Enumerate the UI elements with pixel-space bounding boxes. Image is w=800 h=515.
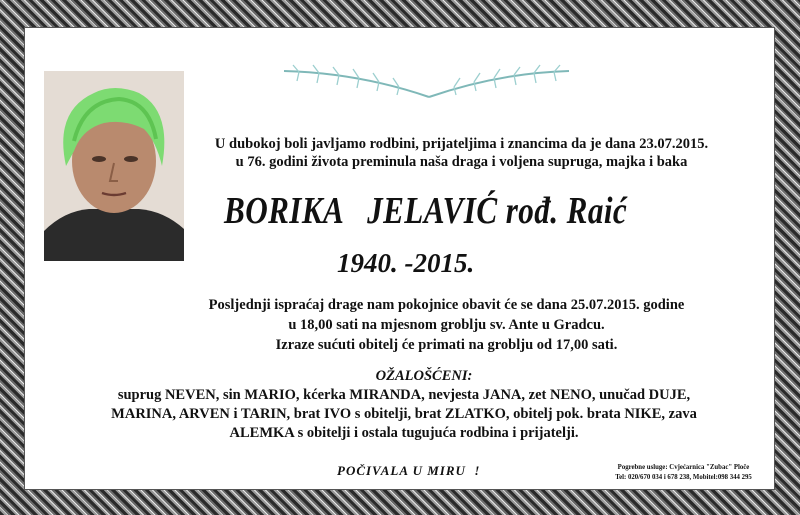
mourners-line: MARINA, ARVEN i TARIN, brat IVO s obitelji, brat ZLATKO, obitelj pok. brata NIKE, zava — [111, 406, 697, 422]
funeral-line: Posljednji ispraćaj drage nam pokojnice obavit će se dana 25.07.2015. godine — [208, 297, 685, 313]
agency-name: Pogrebne usluge: Cvjećarnica "Zubac" Ploče — [617, 464, 750, 471]
agency-contact: Tel: 020/670 034 i 678 238, Mobitel:098 344 295 — [615, 474, 752, 481]
life-years: 1940. -2015. — [337, 248, 475, 278]
rest-in-peace: POČIVALA U MIRU ! — [337, 463, 481, 478]
announcement-line: U dubokoj boli javljamo rodbini, prijateljima i znancima da je dana 23.07.2015. — [214, 136, 709, 152]
mourners-line: suprug NEVEN, sin MARIO, kćerka MIRANDA, nevjesta JANA, zet NENO, unučad DUJE, — [117, 387, 691, 403]
mourners-heading: OŽALOŠĆENI: — [375, 368, 473, 384]
mourners-line: ALEMKA s obitelji i ostala tugujuća rodbina i prijatelji. — [229, 425, 579, 441]
funeral-details — [134, 295, 759, 355]
portrait-photo — [44, 71, 184, 261]
deceased-name: BORIKA JELAVIĆ rođ. Raić — [224, 190, 628, 232]
announcement-line: u 76. godini života preminula naša draga i voljena supruga, majka i baka — [235, 154, 688, 170]
funeral-line: u 18,00 sati na mjesnom groblju sv. Ante u Gradcu. — [288, 317, 605, 333]
funeral-agency-info — [596, 463, 771, 483]
announcement-text — [174, 135, 749, 171]
palm-branch-icon — [279, 63, 574, 103]
funeral-line: Izraze sućuti obitelj će primati na groblju od 17,00 sati. — [275, 337, 618, 353]
obituary-card — [24, 27, 775, 490]
mourners-list — [44, 386, 764, 443]
